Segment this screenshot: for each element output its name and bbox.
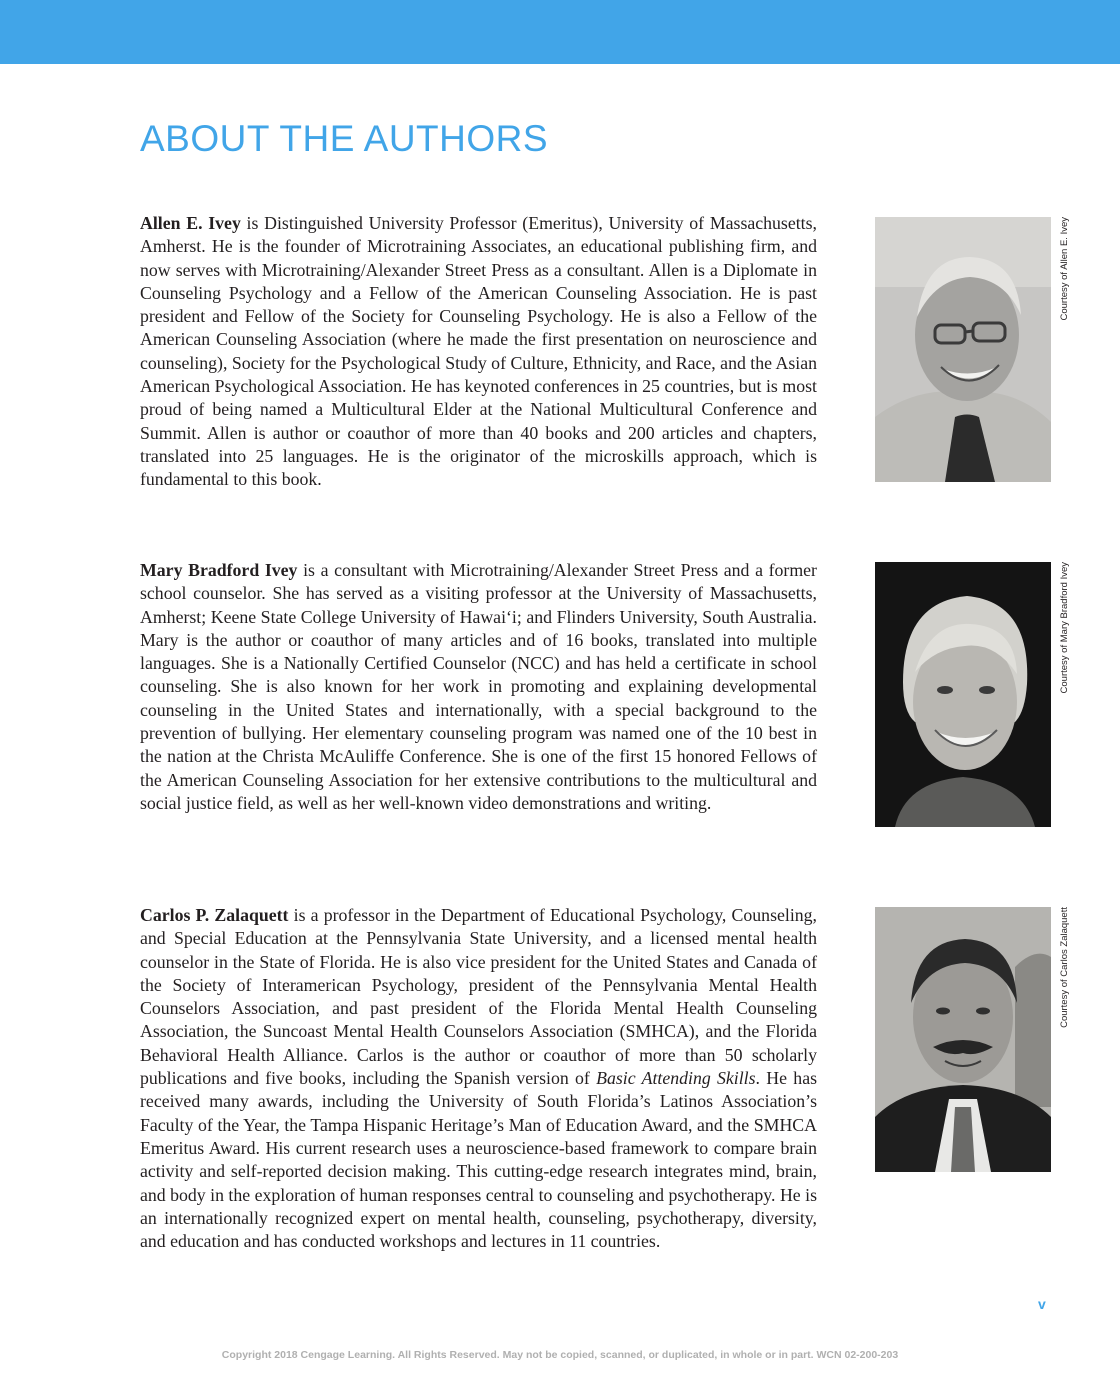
author-photo-carlos-zalaquett xyxy=(875,907,1051,1172)
copyright-footer: Copyright 2018 Cengage Learning. All Rights Reserved. May not be copied, scanned, or duplicated, in whole or in part. WCN 02-200-203 xyxy=(221,1349,899,1361)
author-bio-allen-ivey xyxy=(140,212,817,492)
author-photo-allen-ivey xyxy=(875,217,1051,482)
header-band xyxy=(0,0,1120,64)
photo-credit: Courtesy of Allen E. Ivey xyxy=(1059,217,1070,321)
author-name: Mary Bradford Ivey xyxy=(140,560,298,580)
author-bio-carlos-zalaquett xyxy=(140,904,817,1253)
author-photo-mary-bradford-ivey xyxy=(875,562,1051,827)
page-title: ABOUT THE AUTHORS xyxy=(140,118,549,159)
book-title: Basic Attending Skills xyxy=(596,1068,756,1089)
author-bio-text: is a professor in the Department of Educational Psychology, Counseling, and Special Education at the Pennsylvania State University, and a licensed mental health counselor in the State of Florida. He is also vice president for the United States and Canada of the Society of Interamerican Psychology, president of the Pennsylvania Mental Health Counselors Association, and past president of the Florida Mental Health Counseling Association, the Suncoast Mental Health Counselors Association (SMHCA), and the Florida Behavioral Health Alliance. Carlos is the author or coauthor of more than 50 scholarly publications and five books, including the Spanish version of xyxy=(140,905,817,1089)
author-bio-mary-bradford-ivey xyxy=(140,559,817,815)
author-name: Allen E. Ivey xyxy=(140,213,241,233)
author-bio-text: . He has received many awards, including the University of South Florida’s Latinos Association’s Faculty of the Year, the Tampa Hispanic Heritage’s Man of Education Award, and the SMHCA Emeritus Award. His current research uses a neuroscience-based framework to compare brain activity and self-reported decision making. This cutting-edge research integrates mind, brain, and body in the exploration of human responses central to counseling and psychotherapy. He is an internationally recognized expert on mental health, counseling, psychotherapy, diversity, and education and has conducted workshops and lectures in 11 countries. xyxy=(140,1068,818,1252)
author-name: Carlos P. Zalaquett xyxy=(140,905,289,925)
author-bio-text: is Distinguished University Professor (Emeritus), University of Massachusetts, Amherst. He is the founder of Microtraining Associates, an educational publishing firm, and now serves with Microtraining/Alexander Street Press as a consultant. Allen is a Diplomate in Counseling Psychology and a Fellow of the American Counseling Association. He is past president and Fellow of the Society for Counseling Psychology. He is also a Fellow of the American Counseling Association (where he made the first presentation on neuroscience and counseling), Society for the Psychological Study of Culture, Ethnicity, and Race, and the Asian American Psychological Association. He has keynoted conferences in 25 countries, but is most proud of being named a Multicultural Elder at the National Multicultural Conference and Summit. Allen is author or coauthor of more than 40 books and 200 articles and chapters, translated into 25 languages. He is the originator of the microskills approach, which is fundamental to this book. xyxy=(140,213,817,490)
author-bio-text: is a consultant with Microtraining/Alexander Street Press and a former school counselor. She has served as a visiting professor at the University of Massachusetts, Amherst; Keene State College University of Hawai‘i; and Flinders University, South Australia. Mary is the author or coauthor of many articles and of 16 books, translated into multiple languages. She is a Nationally Certified Counselor (NCC) and has held a certificate in school counseling. She is also known for her work in promoting and explaining developmental counseling in the United States and internationally, with a special background to the prevention of bullying. Her elementary counseling program was named one of the 10 best in the nation at the Christa McAuliffe Conference. She is one of the first 15 honored Fellows of the American Counseling Association for her extensive contributions to the multicultural and social justice field, as well as her well-known video demonstrations and writing. xyxy=(140,560,817,813)
photo-credit: Courtesy of Carlos Zalaquett xyxy=(1059,907,1070,1028)
page-number: v xyxy=(1038,1296,1046,1312)
photo-credit: Courtesy of Mary Bradford Ivey xyxy=(1059,562,1070,694)
